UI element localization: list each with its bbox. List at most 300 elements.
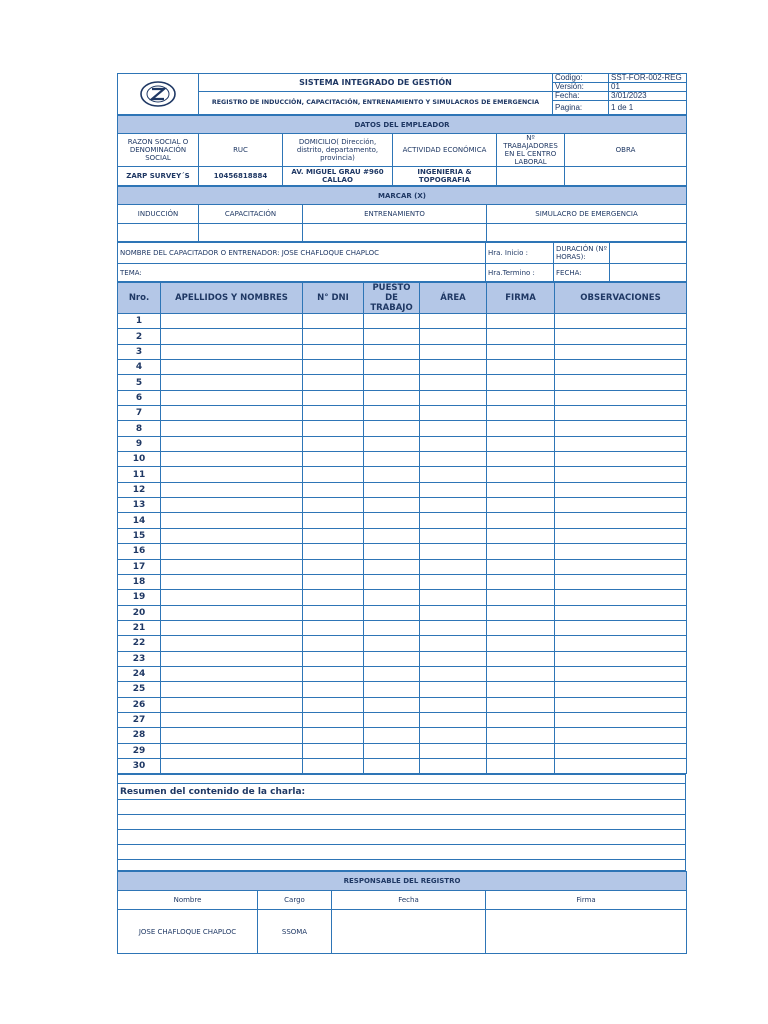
employer-section <box>117 115 687 186</box>
dni-cell[interactable] <box>303 590 364 605</box>
area-cell[interactable] <box>420 758 487 773</box>
firma-cell[interactable] <box>487 728 555 743</box>
observaciones-cell[interactable] <box>555 636 687 651</box>
dni-cell[interactable] <box>303 513 364 528</box>
area-cell[interactable] <box>420 513 487 528</box>
nombres-cell[interactable] <box>161 590 303 605</box>
duracion-label: DURACIÓN (Nº HORAS): <box>554 243 610 264</box>
puesto-cell[interactable] <box>364 528 420 543</box>
nombres-cell[interactable] <box>161 329 303 344</box>
observaciones-cell[interactable] <box>555 375 687 390</box>
col-dni: N° DNI <box>303 283 364 314</box>
observaciones-cell[interactable] <box>555 590 687 605</box>
system-title: SISTEMA INTEGRADO DE GESTIÓN <box>199 74 553 92</box>
observaciones-cell[interactable] <box>555 452 687 467</box>
observaciones-cell[interactable] <box>555 482 687 497</box>
observaciones-cell[interactable] <box>555 651 687 666</box>
row-number: 23 <box>118 651 161 666</box>
table-row <box>118 605 687 620</box>
table-row <box>118 513 687 528</box>
table-row <box>118 682 687 697</box>
firma-cell[interactable] <box>487 544 555 559</box>
puesto-cell[interactable] <box>364 758 420 773</box>
hra-termino-field[interactable]: Hra.Termino : <box>486 264 554 282</box>
fecha-label: FECHA: <box>554 264 610 282</box>
observaciones-cell[interactable] <box>555 360 687 375</box>
table-row <box>118 743 687 758</box>
nombres-cell[interactable] <box>161 697 303 712</box>
row-number: 10 <box>118 452 161 467</box>
firma-cell[interactable] <box>487 421 555 436</box>
dni-cell[interactable] <box>303 559 364 574</box>
nombres-cell[interactable] <box>161 651 303 666</box>
nombres-cell[interactable] <box>161 406 303 421</box>
checkbox-capacitacion[interactable] <box>199 224 303 242</box>
resp-firma[interactable] <box>486 910 687 954</box>
row-number: 29 <box>118 743 161 758</box>
company-z-logo-icon <box>138 79 178 109</box>
firma-cell[interactable] <box>487 559 555 574</box>
area-cell[interactable] <box>420 528 487 543</box>
area-cell[interactable] <box>420 620 487 635</box>
meta-label-fecha: Fecha: <box>553 92 609 101</box>
table-row <box>118 544 687 559</box>
row-number: 11 <box>118 467 161 482</box>
dni-cell[interactable] <box>303 528 364 543</box>
col-firma: FIRMA <box>487 283 555 314</box>
nombres-cell[interactable] <box>161 436 303 451</box>
nombres-cell[interactable] <box>161 452 303 467</box>
table-row <box>118 666 687 681</box>
puesto-cell[interactable] <box>364 743 420 758</box>
meta-value-pagina: 1 de 1 <box>609 101 687 115</box>
nombres-cell[interactable] <box>161 467 303 482</box>
firma-cell[interactable] <box>487 467 555 482</box>
dni-cell[interactable] <box>303 712 364 727</box>
firma-cell[interactable] <box>487 390 555 405</box>
dni-cell[interactable] <box>303 498 364 513</box>
puesto-cell[interactable] <box>364 344 420 359</box>
observaciones-cell[interactable] <box>555 467 687 482</box>
dni-cell[interactable] <box>303 544 364 559</box>
table-row <box>118 375 687 390</box>
meta-label-version: Versión: <box>553 83 609 92</box>
row-number: 12 <box>118 482 161 497</box>
nombres-cell[interactable] <box>161 712 303 727</box>
label-trabajadores: Nº TRABAJADORES EN EL CENTRO LABORAL <box>497 134 565 167</box>
dni-cell[interactable] <box>303 421 364 436</box>
puesto-cell[interactable] <box>364 559 420 574</box>
observaciones-cell[interactable] <box>555 314 687 329</box>
firma-cell[interactable] <box>487 344 555 359</box>
tema-field[interactable]: TEMA: <box>118 264 486 282</box>
area-cell[interactable] <box>420 559 487 574</box>
nombres-cell[interactable] <box>161 605 303 620</box>
firma-cell[interactable] <box>487 590 555 605</box>
row-number: 4 <box>118 360 161 375</box>
observaciones-cell[interactable] <box>555 406 687 421</box>
meta-label-codigo: Codigo: <box>553 74 609 83</box>
puesto-cell[interactable] <box>364 651 420 666</box>
employer-section-title: DATOS DEL EMPLEADOR <box>118 116 687 134</box>
row-number: 26 <box>118 697 161 712</box>
puesto-cell[interactable] <box>364 666 420 681</box>
area-cell[interactable] <box>420 666 487 681</box>
firma-cell[interactable] <box>487 651 555 666</box>
summary-section <box>117 774 686 871</box>
nombres-cell[interactable] <box>161 344 303 359</box>
observaciones-cell[interactable] <box>555 421 687 436</box>
checkbox-simulacro[interactable] <box>487 224 687 242</box>
value-actividad[interactable]: INGENIERIA & TOPOGRAFIA <box>393 167 497 186</box>
firma-cell[interactable] <box>487 666 555 681</box>
row-number: 24 <box>118 666 161 681</box>
table-row <box>118 436 687 451</box>
dni-cell[interactable] <box>303 390 364 405</box>
row-number: 6 <box>118 390 161 405</box>
area-cell[interactable] <box>420 329 487 344</box>
row-number: 14 <box>118 513 161 528</box>
dni-cell[interactable] <box>303 728 364 743</box>
form-title: REGISTRO DE INDUCCIÓN, CAPACITACIÓN, ENTRENAMIENTO Y SIMULACROS DE EMERGENCIA <box>199 92 553 115</box>
firma-cell[interactable] <box>487 620 555 635</box>
area-cell[interactable] <box>420 421 487 436</box>
firma-cell[interactable] <box>487 697 555 712</box>
table-row <box>118 421 687 436</box>
value-ruc[interactable]: 10456818884 <box>199 167 283 186</box>
firma-cell[interactable] <box>487 743 555 758</box>
table-row <box>118 452 687 467</box>
row-number: 9 <box>118 436 161 451</box>
nombres-cell[interactable] <box>161 498 303 513</box>
row-number: 17 <box>118 559 161 574</box>
dni-cell[interactable] <box>303 605 364 620</box>
value-domicilio[interactable]: AV. MIGUEL GRAU #960 CALLAO <box>283 167 393 186</box>
fecha-field[interactable] <box>610 264 687 282</box>
firma-cell[interactable] <box>487 329 555 344</box>
puesto-cell[interactable] <box>364 590 420 605</box>
option-induccion: INDUCCIÓN <box>118 205 199 224</box>
observaciones-cell[interactable] <box>555 390 687 405</box>
area-cell[interactable] <box>420 590 487 605</box>
firma-cell[interactable] <box>487 436 555 451</box>
dni-cell[interactable] <box>303 758 364 773</box>
summary-line[interactable] <box>118 800 686 815</box>
dni-cell[interactable] <box>303 651 364 666</box>
attendees-table <box>117 282 687 774</box>
table-row <box>118 528 687 543</box>
firma-cell[interactable] <box>487 605 555 620</box>
nombres-cell[interactable] <box>161 682 303 697</box>
dni-cell[interactable] <box>303 482 364 497</box>
nombres-cell[interactable] <box>161 636 303 651</box>
resp-nombre[interactable]: JOSE CHAFLOQUE CHAPLOC <box>118 910 258 954</box>
puesto-cell[interactable] <box>364 360 420 375</box>
firma-cell[interactable] <box>487 360 555 375</box>
nombres-cell[interactable] <box>161 360 303 375</box>
puesto-cell[interactable] <box>364 574 420 589</box>
row-number: 25 <box>118 682 161 697</box>
value-razon-social[interactable]: ZARP SURVEY´S <box>118 167 199 186</box>
observaciones-cell[interactable] <box>555 344 687 359</box>
dni-cell[interactable] <box>303 329 364 344</box>
puesto-cell[interactable] <box>364 436 420 451</box>
observaciones-cell[interactable] <box>555 666 687 681</box>
dni-cell[interactable] <box>303 636 364 651</box>
puesto-cell[interactable] <box>364 697 420 712</box>
resp-fecha[interactable] <box>332 910 486 954</box>
puesto-cell[interactable] <box>364 375 420 390</box>
row-number: 30 <box>118 758 161 773</box>
table-row <box>118 390 687 405</box>
firma-cell[interactable] <box>487 636 555 651</box>
dni-cell[interactable] <box>303 344 364 359</box>
firma-cell[interactable] <box>487 482 555 497</box>
nombres-cell[interactable] <box>161 482 303 497</box>
puesto-cell[interactable] <box>364 452 420 467</box>
nombres-cell[interactable] <box>161 743 303 758</box>
row-number: 28 <box>118 728 161 743</box>
puesto-cell[interactable] <box>364 605 420 620</box>
label-domicilio: DOMICILIO( Dirección, distrito, departamento, provincia) <box>283 134 393 167</box>
summary-line[interactable] <box>118 815 686 830</box>
puesto-cell[interactable] <box>364 421 420 436</box>
trainer-field[interactable]: NOMBRE DEL CAPACITADOR O ENTRENADOR: JOSE CHAFLOQUE CHAPLOC <box>118 243 486 264</box>
puesto-cell[interactable] <box>364 498 420 513</box>
duracion-field[interactable] <box>610 243 687 264</box>
dni-cell[interactable] <box>303 467 364 482</box>
firma-cell[interactable] <box>487 574 555 589</box>
option-entrenamiento: ENTRENAMIENTO <box>303 205 487 224</box>
nombres-cell[interactable] <box>161 314 303 329</box>
col-area: ÁREA <box>420 283 487 314</box>
row-number: 13 <box>118 498 161 513</box>
area-cell[interactable] <box>420 712 487 727</box>
resp-col-nombre: Nombre <box>118 891 258 910</box>
summary-title: Resumen del contenido de la charla: <box>118 784 686 800</box>
observaciones-cell[interactable] <box>555 574 687 589</box>
nombres-cell[interactable] <box>161 728 303 743</box>
marcar-section-title: MARCAR (X) <box>118 187 687 205</box>
firma-cell[interactable] <box>487 513 555 528</box>
nombres-cell[interactable] <box>161 620 303 635</box>
meta-value-version: 01 <box>609 83 687 92</box>
nombres-cell[interactable] <box>161 390 303 405</box>
puesto-cell[interactable] <box>364 329 420 344</box>
dni-cell[interactable] <box>303 375 364 390</box>
dni-cell[interactable] <box>303 574 364 589</box>
value-obra[interactable] <box>565 167 687 186</box>
area-cell[interactable] <box>420 436 487 451</box>
observaciones-cell[interactable] <box>555 498 687 513</box>
responsable-section <box>117 871 687 954</box>
puesto-cell[interactable] <box>364 712 420 727</box>
puesto-cell[interactable] <box>364 544 420 559</box>
observaciones-cell[interactable] <box>555 528 687 543</box>
firma-cell[interactable] <box>487 712 555 727</box>
area-cell[interactable] <box>420 314 487 329</box>
observaciones-cell[interactable] <box>555 682 687 697</box>
dni-cell[interactable] <box>303 620 364 635</box>
nombres-cell[interactable] <box>161 513 303 528</box>
table-row <box>118 574 687 589</box>
puesto-cell[interactable] <box>364 620 420 635</box>
label-actividad: ACTIVIDAD ECONÓMICA <box>393 134 497 167</box>
hra-inicio-field[interactable]: Hra. Inicio : <box>486 243 554 264</box>
area-cell[interactable] <box>420 574 487 589</box>
observaciones-cell[interactable] <box>555 544 687 559</box>
area-cell[interactable] <box>420 375 487 390</box>
nombres-cell[interactable] <box>161 574 303 589</box>
nombres-cell[interactable] <box>161 758 303 773</box>
dni-cell[interactable] <box>303 314 364 329</box>
summary-line[interactable] <box>118 845 686 860</box>
observaciones-cell[interactable] <box>555 559 687 574</box>
puesto-cell[interactable] <box>364 513 420 528</box>
value-trabajadores[interactable] <box>497 167 565 186</box>
table-row <box>118 406 687 421</box>
registro-form <box>117 73 686 954</box>
area-cell[interactable] <box>420 636 487 651</box>
area-cell[interactable] <box>420 344 487 359</box>
nombres-cell[interactable] <box>161 528 303 543</box>
col-observaciones: OBSERVACIONES <box>555 283 687 314</box>
area-cell[interactable] <box>420 406 487 421</box>
nombres-cell[interactable] <box>161 666 303 681</box>
firma-cell[interactable] <box>487 682 555 697</box>
table-row <box>118 728 687 743</box>
meta-value-fecha: 3/01/2023 <box>609 92 687 101</box>
dni-cell[interactable] <box>303 360 364 375</box>
area-cell[interactable] <box>420 498 487 513</box>
table-row <box>118 559 687 574</box>
area-cell[interactable] <box>420 743 487 758</box>
firma-cell[interactable] <box>487 528 555 543</box>
resp-col-cargo: Cargo <box>258 891 332 910</box>
row-number: 20 <box>118 605 161 620</box>
summary-spacer <box>118 860 686 871</box>
summary-line[interactable] <box>118 830 686 845</box>
label-obra: OBRA <box>565 134 687 167</box>
form-header <box>117 73 687 115</box>
col-puesto: PUESTO DE TRABAJO <box>364 283 420 314</box>
table-row <box>118 620 687 635</box>
session-section <box>117 242 687 282</box>
meta-label-pagina: Pagina: <box>553 101 609 115</box>
firma-cell[interactable] <box>487 452 555 467</box>
row-number: 2 <box>118 329 161 344</box>
row-number: 15 <box>118 528 161 543</box>
meta-value-codigo: SST-FOR-002-REG <box>609 74 687 83</box>
firma-cell[interactable] <box>487 375 555 390</box>
dni-cell[interactable] <box>303 697 364 712</box>
observaciones-cell[interactable] <box>555 329 687 344</box>
nombres-cell[interactable] <box>161 544 303 559</box>
table-row <box>118 314 687 329</box>
observaciones-cell[interactable] <box>555 758 687 773</box>
row-number: 16 <box>118 544 161 559</box>
observaciones-cell[interactable] <box>555 513 687 528</box>
table-row <box>118 329 687 344</box>
observaciones-cell[interactable] <box>555 743 687 758</box>
observaciones-cell[interactable] <box>555 620 687 635</box>
firma-cell[interactable] <box>487 314 555 329</box>
area-cell[interactable] <box>420 605 487 620</box>
puesto-cell[interactable] <box>364 406 420 421</box>
table-row <box>118 360 687 375</box>
area-cell[interactable] <box>420 452 487 467</box>
nombres-cell[interactable] <box>161 375 303 390</box>
area-cell[interactable] <box>420 360 487 375</box>
area-cell[interactable] <box>420 390 487 405</box>
firma-cell[interactable] <box>487 406 555 421</box>
row-number: 7 <box>118 406 161 421</box>
observaciones-cell[interactable] <box>555 436 687 451</box>
nombres-cell[interactable] <box>161 559 303 574</box>
logo-cell <box>118 74 199 115</box>
resp-col-firma: Firma <box>486 891 687 910</box>
observaciones-cell[interactable] <box>555 728 687 743</box>
dni-cell[interactable] <box>303 452 364 467</box>
dni-cell[interactable] <box>303 666 364 681</box>
table-row <box>118 467 687 482</box>
puesto-cell[interactable] <box>364 467 420 482</box>
puesto-cell[interactable] <box>364 682 420 697</box>
area-cell[interactable] <box>420 544 487 559</box>
nombres-cell[interactable] <box>161 421 303 436</box>
row-number: 19 <box>118 590 161 605</box>
dni-cell[interactable] <box>303 743 364 758</box>
responsable-section-title: RESPONSABLE DEL REGISTRO <box>118 872 687 891</box>
puesto-cell[interactable] <box>364 482 420 497</box>
dni-cell[interactable] <box>303 682 364 697</box>
puesto-cell[interactable] <box>364 314 420 329</box>
row-number: 27 <box>118 712 161 727</box>
firma-cell[interactable] <box>487 498 555 513</box>
checkbox-induccion[interactable] <box>118 224 199 242</box>
observaciones-cell[interactable] <box>555 605 687 620</box>
area-cell[interactable] <box>420 728 487 743</box>
option-simulacro: SIMULACRO DE EMERGENCIA <box>487 205 687 224</box>
table-row <box>118 498 687 513</box>
row-number: 5 <box>118 375 161 390</box>
row-number: 1 <box>118 314 161 329</box>
firma-cell[interactable] <box>487 758 555 773</box>
row-number: 22 <box>118 636 161 651</box>
checkbox-entrenamiento[interactable] <box>303 224 487 242</box>
area-cell[interactable] <box>420 482 487 497</box>
dni-cell[interactable] <box>303 406 364 421</box>
dni-cell[interactable] <box>303 436 364 451</box>
area-cell[interactable] <box>420 651 487 666</box>
observaciones-cell[interactable] <box>555 712 687 727</box>
row-number: 3 <box>118 344 161 359</box>
table-row <box>118 590 687 605</box>
row-number: 21 <box>118 620 161 635</box>
table-row <box>118 697 687 712</box>
table-row <box>118 344 687 359</box>
puesto-cell[interactable] <box>364 636 420 651</box>
resp-cargo[interactable]: SSOMA <box>258 910 332 954</box>
marcar-section <box>117 186 687 242</box>
area-cell[interactable] <box>420 682 487 697</box>
observaciones-cell[interactable] <box>555 697 687 712</box>
puesto-cell[interactable] <box>364 728 420 743</box>
table-row <box>118 758 687 773</box>
area-cell[interactable] <box>420 697 487 712</box>
area-cell[interactable] <box>420 467 487 482</box>
puesto-cell[interactable] <box>364 390 420 405</box>
